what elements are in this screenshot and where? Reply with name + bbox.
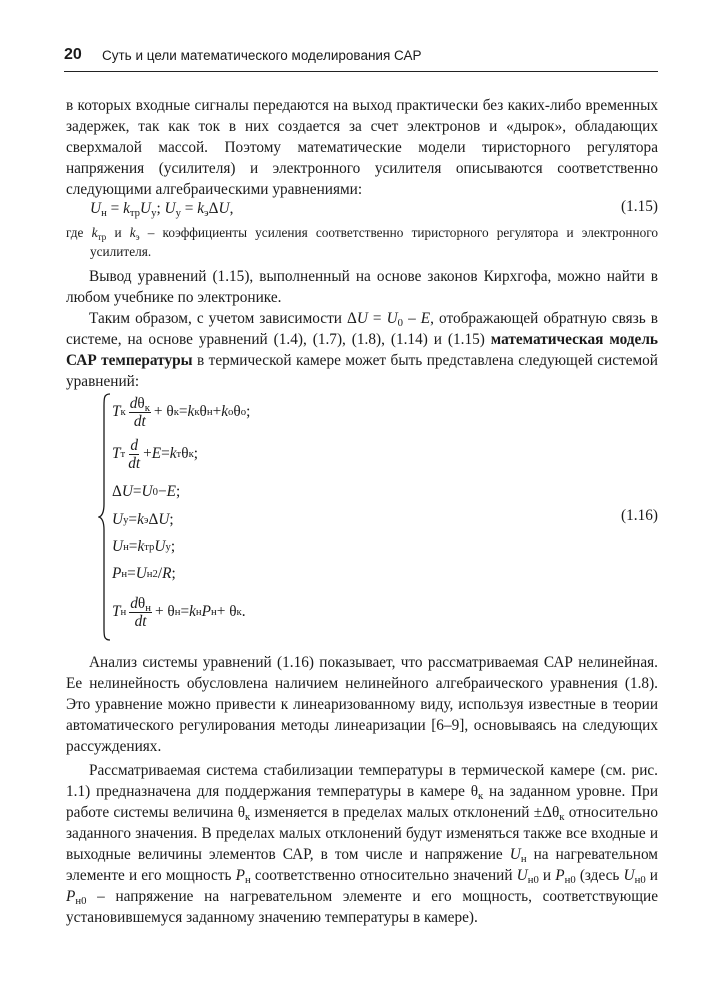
paragraph-1: в которых входные сигналы передаются на выход практически без каких-либо временных задержек, так как ток в них создается за счет электронов и «дырок», обладающих сверхмалой массой. Поэтому математические модели тиристорного регулятора напряжения (усилителя) и электронного усилителя описываются соответственно следующими алгебраическими уравнениями: bbox=[66, 97, 658, 198]
system-eq-6: P н = U н 2 / R ; bbox=[112, 565, 176, 582]
system-eq-4: U у = k э Δ U ; bbox=[112, 511, 174, 528]
equation-1-15: $U_н = k_{тр}U_у$; $U_у = k_э\Delta U$, bbox=[90, 200, 234, 220]
paragraph-3: Таким образом, с учетом зависимости $\Delta U = U_0 - E$, отображающей обратную связь в системе, на основе уравнений (1.4), (1.7), (1.8), (1.14) и (1.15) математическая модель САР температуры в термической камере может быть представлена следующей системой уравнений: bbox=[66, 310, 658, 390]
paragraph-4: Анализ системы уравнений (1.16) показывает, что рассматриваемая САР нелинейная. Ее нелинейность обусловлена наличием нелинейного алгебраического уравнения (1.8). Это уравнение можно привести к линеаризованному виду, используя известные в теории автоматического регулирования методы линеаризации [6–9], основываясь на следующих рассуждениях. bbox=[66, 654, 658, 755]
equation-number-1-15: (1.15) bbox=[621, 198, 658, 215]
equation-system-1-16 bbox=[98, 392, 428, 642]
page-number: 20 bbox=[64, 46, 82, 63]
running-title: Суть и цели математического моделирования САР bbox=[102, 48, 422, 63]
system-eq-7: T н $\frac{d\theta_н}{dt}$ + θ н = k н P н + θ к . bbox=[112, 594, 246, 630]
system-eq-3: Δ U = U 0 − E ; bbox=[112, 483, 181, 500]
running-header bbox=[64, 46, 658, 72]
system-eq-5: U н = k тр U у ; bbox=[112, 538, 176, 555]
system-eq-2: T т $\frac{d}{dt}$ + E = k т θ к ; bbox=[112, 436, 199, 472]
left-brace-icon bbox=[98, 392, 112, 642]
equation-number-1-16: (1.16) bbox=[621, 507, 658, 524]
system-eq-1: T к $\frac{d\theta_к}{dt}$ + θ к = k к θ н + k о θ о ; bbox=[112, 394, 251, 430]
paragraph-5: Рассматриваемая система стабилизации температуры в термической камере (см. рис. 1.1) предназначена для поддержания температуры в камере $\theta_к$ на заданном уровне. При работе системы величина $\theta_к$ изменяется в пределах малых отклонений $\pm\Delta\theta_к$ относительно заданного значения. В пределах малых отклонений будут изменяться также все входные и выходные величины элементов САР, в том числе и напряжение $U_н$ на нагревательном элементе и его мощность $P_н$ соответственно относительно значений $U_{н0}$ и $P_{н0}$ (здесь $U_{н0}$ и $P_{н0}$ – напряжение на нагревательном элементе и его мощность, соответствующие установившемуся заданному значению температуры в камере). bbox=[66, 762, 659, 926]
where-clause: где $k_{тр}$ и $k_э$ – коэффициенты усиления соответственно тиристорного регулятора и электронного усилителя. bbox=[66, 225, 658, 259]
paragraph-2: Вывод уравнений (1.15), выполненный на основе законов Кирхгофа, можно найти в любом учебнике по электронике. bbox=[66, 268, 658, 306]
